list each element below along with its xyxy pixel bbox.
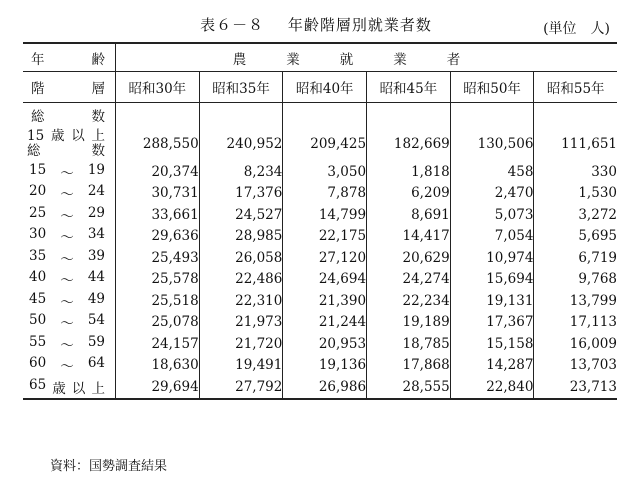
table-cell: 7,054 (450, 226, 534, 248)
age-sep: ～ (60, 165, 74, 182)
era-header: 昭和45年 (367, 72, 451, 103)
table-cell: 15,158 (450, 333, 534, 355)
table-title (0, 14, 632, 35)
table-cell: 111,651 (534, 127, 617, 161)
row-label (23, 333, 116, 355)
table-cell: 21,244 (283, 312, 367, 334)
table-cell: 130,506 (450, 127, 534, 161)
row-label-part: 以 (71, 380, 86, 397)
table-cell: 21,720 (199, 333, 283, 355)
age-sep: ～ (60, 208, 74, 225)
table-cell: 24,274 (367, 269, 451, 291)
table-cell: 10,974 (450, 247, 534, 269)
table-cell: 15,694 (450, 269, 534, 291)
table-cell: 25,493 (151, 249, 199, 266)
table-cell: 8,234 (199, 161, 283, 183)
table-cell: 25,078 (151, 314, 199, 331)
table-cell: 22,234 (367, 290, 451, 312)
era-header: 昭和35年 (199, 72, 283, 103)
unit-note: (単位 人) (543, 21, 610, 37)
age-from: 30 (29, 226, 47, 243)
row-label-part: 歳 (52, 380, 66, 397)
table-cell: 8,691 (367, 204, 451, 226)
row-label (23, 376, 116, 399)
table-cell: 26,986 (283, 376, 367, 399)
table-cell: 18,630 (151, 357, 199, 374)
table-cell: 29,636 (151, 228, 199, 245)
table-cell: 19,189 (367, 312, 451, 334)
empty-cell (450, 103, 534, 128)
age-from: 40 (29, 269, 47, 286)
row-label (23, 290, 116, 312)
age-from: 50 (29, 312, 47, 329)
table-row (23, 161, 617, 183)
table-cell: 1,530 (534, 183, 617, 205)
table-cell: 28,985 (199, 226, 283, 248)
table-cell: 3,272 (534, 204, 617, 226)
age-header-char: 層 (91, 81, 105, 97)
table-row (23, 103, 617, 128)
era-header: 昭和55年 (534, 72, 617, 103)
table-cell: 22,310 (199, 290, 283, 312)
age-sep: ～ (60, 230, 74, 247)
age-to: 59 (87, 333, 105, 350)
table-cell: 21,973 (199, 312, 283, 334)
table-cell: 6,209 (367, 183, 451, 205)
table-cell: 14,287 (450, 355, 534, 377)
table-cell: 23,713 (534, 376, 617, 399)
empty-cell (116, 103, 200, 128)
age-header-bottom (23, 72, 116, 103)
row-label-part: 歳 (50, 128, 65, 144)
table-cell: 5,073 (450, 204, 534, 226)
row-label (23, 226, 116, 248)
row-label-part: 65 (29, 376, 47, 393)
era-header-row (23, 72, 617, 103)
row-label (23, 247, 116, 269)
table-cell: 27,120 (283, 247, 367, 269)
table-cell: 19,491 (199, 355, 283, 377)
age-from: 25 (29, 204, 47, 221)
age-sep: ～ (60, 316, 74, 333)
row-label (23, 161, 116, 183)
row-label-part: 上 (91, 380, 105, 397)
table-row (23, 376, 617, 399)
row-label-char: 数 (91, 109, 105, 125)
table-row (23, 127, 617, 161)
row-label (23, 103, 116, 128)
era-header: 昭和50年 (450, 72, 534, 103)
age-sep: ～ (60, 359, 74, 376)
age-sep: ～ (60, 337, 74, 354)
table-cell: 3,050 (283, 161, 367, 183)
age-from: 60 (29, 355, 47, 372)
row-label-part: 以 (71, 128, 85, 144)
table-row (23, 247, 617, 269)
age-header-top (23, 43, 116, 72)
row-label-part: 数 (91, 143, 105, 159)
table-cell: 25,518 (151, 292, 199, 309)
age-to: 39 (87, 247, 105, 264)
table-cell: 33,661 (151, 206, 199, 223)
age-to: 29 (87, 204, 105, 221)
table-cell: 14,417 (367, 226, 451, 248)
empty-cell (367, 103, 451, 128)
era-header: 昭和30年 (116, 72, 200, 103)
table-cell: 13,703 (534, 355, 617, 377)
row-label (23, 204, 116, 226)
table-cell: 17,868 (367, 355, 451, 377)
table-row (23, 333, 617, 355)
table-cell: 240,952 (199, 127, 283, 161)
row-label-char: 総 (31, 109, 45, 125)
age-to: 34 (87, 226, 105, 243)
table-cell: 458 (450, 161, 534, 183)
table-row (23, 290, 617, 312)
table-cell: 7,878 (283, 183, 367, 205)
table-title-text: 年齢階層別就業者数 (287, 16, 432, 34)
table-cell: 22,486 (199, 269, 283, 291)
age-from: 55 (29, 333, 47, 350)
table-cell: 9,768 (534, 269, 617, 291)
table-number: 表６－８ (200, 16, 265, 34)
table-cell: 1,818 (367, 161, 451, 183)
table-cell: 16,009 (534, 333, 617, 355)
table-cell: 24,157 (151, 335, 199, 352)
table-cell: 24,694 (283, 269, 367, 291)
table-cell: 24,527 (199, 204, 283, 226)
age-to: 19 (87, 161, 105, 178)
table-cell: 19,136 (283, 355, 367, 377)
row-label (23, 269, 116, 291)
table-cell: 14,799 (283, 204, 367, 226)
table-row (23, 312, 617, 334)
table-cell: 21,390 (283, 290, 367, 312)
table-cell: 209,425 (283, 127, 367, 161)
age-sep: ～ (60, 251, 74, 268)
table-cell: 2,470 (450, 183, 534, 205)
main-column-header: 農業就業者 (116, 43, 618, 72)
row-label-part: 上 (91, 128, 105, 144)
table-cell: 28,555 (367, 376, 451, 399)
table-cell: 5,695 (534, 226, 617, 248)
row-label (23, 127, 116, 161)
empty-cell (199, 103, 283, 128)
table-cell: 17,367 (450, 312, 534, 334)
empty-cell (283, 103, 367, 128)
table-cell: 19,131 (450, 290, 534, 312)
age-header-char: 齢 (91, 51, 105, 68)
table-cell: 22,175 (283, 226, 367, 248)
row-label (23, 355, 116, 377)
table-cell: 18,785 (367, 333, 451, 355)
table-cell: 182,669 (367, 127, 451, 161)
row-label-part: 15 (27, 128, 45, 144)
age-sep: ～ (60, 273, 74, 290)
table-cell: 22,840 (450, 376, 534, 399)
age-to: 54 (87, 312, 105, 329)
age-header-char: 年 (31, 51, 45, 68)
age-to: 24 (87, 183, 105, 200)
age-to: 49 (87, 290, 105, 307)
table-row (23, 269, 617, 291)
table-cell: 25,578 (151, 271, 199, 288)
era-header: 昭和40年 (283, 72, 367, 103)
table-cell: 6,719 (534, 247, 617, 269)
table-row (23, 183, 617, 205)
age-from: 15 (29, 161, 47, 178)
age-sep: ～ (60, 187, 74, 204)
table-row (23, 226, 617, 248)
age-sep: ～ (60, 294, 74, 311)
table-cell: 17,113 (534, 312, 617, 334)
table-row (23, 355, 617, 377)
table-cell: 330 (534, 161, 617, 183)
row-label (23, 312, 116, 334)
table-cell: 29,694 (116, 376, 200, 399)
row-label-part: 総 (27, 143, 41, 159)
table-row (23, 204, 617, 226)
age-header-char: 階 (31, 81, 45, 97)
source-note: 資料：国勢調査結果 (50, 459, 168, 474)
table-cell: 20,953 (283, 333, 367, 355)
age-from: 35 (29, 247, 47, 264)
age-from: 45 (29, 290, 47, 307)
table-cell: 26,058 (199, 247, 283, 269)
table-cell: 20,629 (367, 247, 451, 269)
table-cell: 288,550 (142, 136, 199, 152)
table-cell: 27,792 (199, 376, 283, 399)
table-cell: 20,374 (151, 163, 199, 180)
age-to: 44 (87, 269, 105, 286)
empty-cell (534, 103, 617, 128)
table-cell: 30,731 (151, 185, 199, 202)
age-to: 64 (87, 355, 105, 372)
table-cell: 13,799 (534, 290, 617, 312)
row-label (23, 183, 116, 205)
age-from: 20 (29, 183, 47, 200)
table-cell: 17,376 (199, 183, 283, 205)
employment-table (23, 42, 617, 400)
